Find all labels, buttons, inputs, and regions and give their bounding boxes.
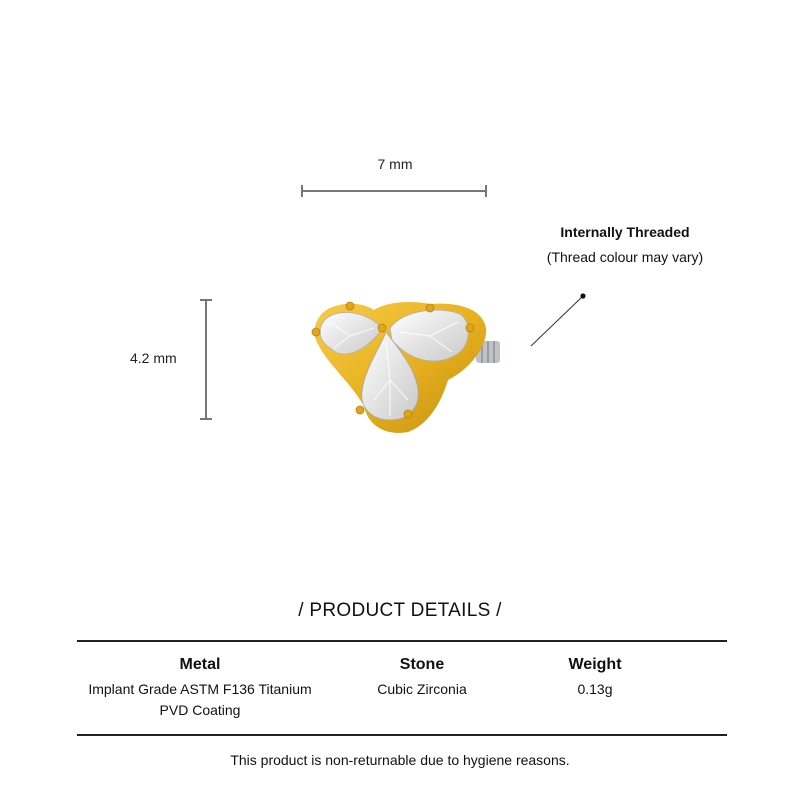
width-dimension-tick-left [301,185,303,197]
width-dimension-label: 7 mm [377,156,413,172]
height-dimension-line [205,300,207,420]
metal-heading: Metal [179,656,221,673]
product-image [290,288,510,438]
weight-value: 0.13g [577,681,613,697]
stone-value: Cubic Zirconia [377,681,467,697]
thread-callout-note: (Thread colour may vary) [546,249,704,265]
width-dimension-tick-right [485,185,487,197]
weight-heading: Weight [568,656,622,673]
height-dimension-tick-bottom [200,418,212,420]
height-dimension-label: 4.2 mm [130,350,177,366]
product-details-title: / PRODUCT DETAILS / [298,600,502,621]
non-returnable-notice: This product is non-returnable due to hygiene reasons. [230,752,570,768]
weight-column [535,656,655,700]
metal-value-line-1: Implant Grade ASTM F136 Titanium [88,681,312,697]
width-dimension-line [302,190,486,192]
stone-heading: Stone [399,656,445,673]
thread-callout-pointer [525,288,590,350]
metal-value-line-2: PVD Coating [159,702,241,718]
height-dimension-tick-top [200,299,212,301]
details-bottom-rule [77,734,727,736]
stone-column [342,656,502,700]
metal-column [80,656,320,721]
details-top-rule [77,640,727,642]
thread-callout-title: Internally Threaded [560,224,690,240]
